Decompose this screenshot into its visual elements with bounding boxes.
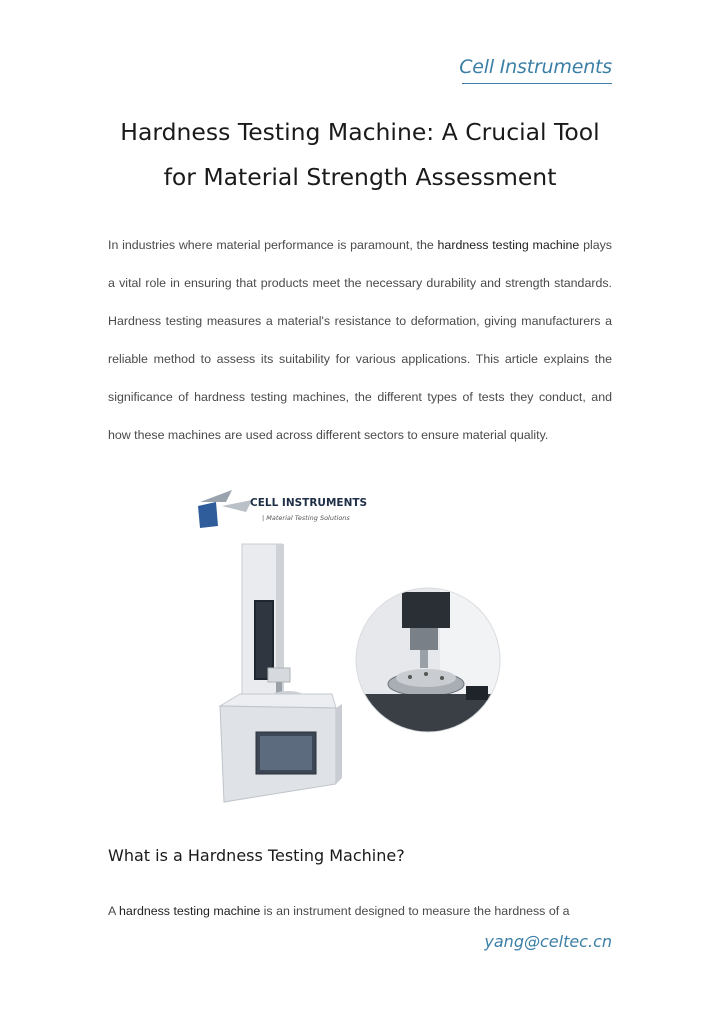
product-figure (196, 488, 516, 818)
logo-name: CELL INSTRUMENTS (250, 497, 368, 509)
intro-keyword-link[interactable]: hardness testing machine (437, 238, 580, 252)
section-text-start: A (108, 904, 120, 918)
intro-text-start: In industries where material performance is paramount, the (108, 238, 438, 252)
section-keyword-link[interactable]: hardness testing machine (119, 904, 261, 918)
intro-paragraph (108, 227, 612, 454)
hardness-tester-illustration (196, 488, 516, 818)
section-heading: What is a Hardness Testing Machine? (108, 846, 405, 865)
tester-base (220, 694, 342, 802)
logo-tagline: | Material Testing Solutions (262, 514, 350, 522)
intro-text-rest: plays a vital role in ensuring that products meet the necessary durability and strength standards. Hardness testing measures a material's resistance to deformation, giving manufacturers a reliable method to assess its suitability for various applications. This article explains the significance of hardness testing machines, the different types of tests they conduct, and how these machines are used across different sectors to ensure material quality. (108, 238, 612, 442)
cell-instruments-logo-mark (198, 490, 252, 528)
title-line-1: Hardness Testing Machine: A Crucial Tool (120, 118, 600, 146)
title-line-2: for Material Strength Assessment (163, 163, 557, 191)
page-title (100, 110, 620, 200)
section-paragraph (108, 899, 612, 923)
footer-email[interactable]: yang@celtec.cn (484, 932, 612, 951)
brand-name: Cell Instruments (459, 56, 612, 78)
brand-underline (462, 83, 612, 84)
section-text-rest: is an instrument designed to measure the hardness of a (260, 904, 570, 918)
